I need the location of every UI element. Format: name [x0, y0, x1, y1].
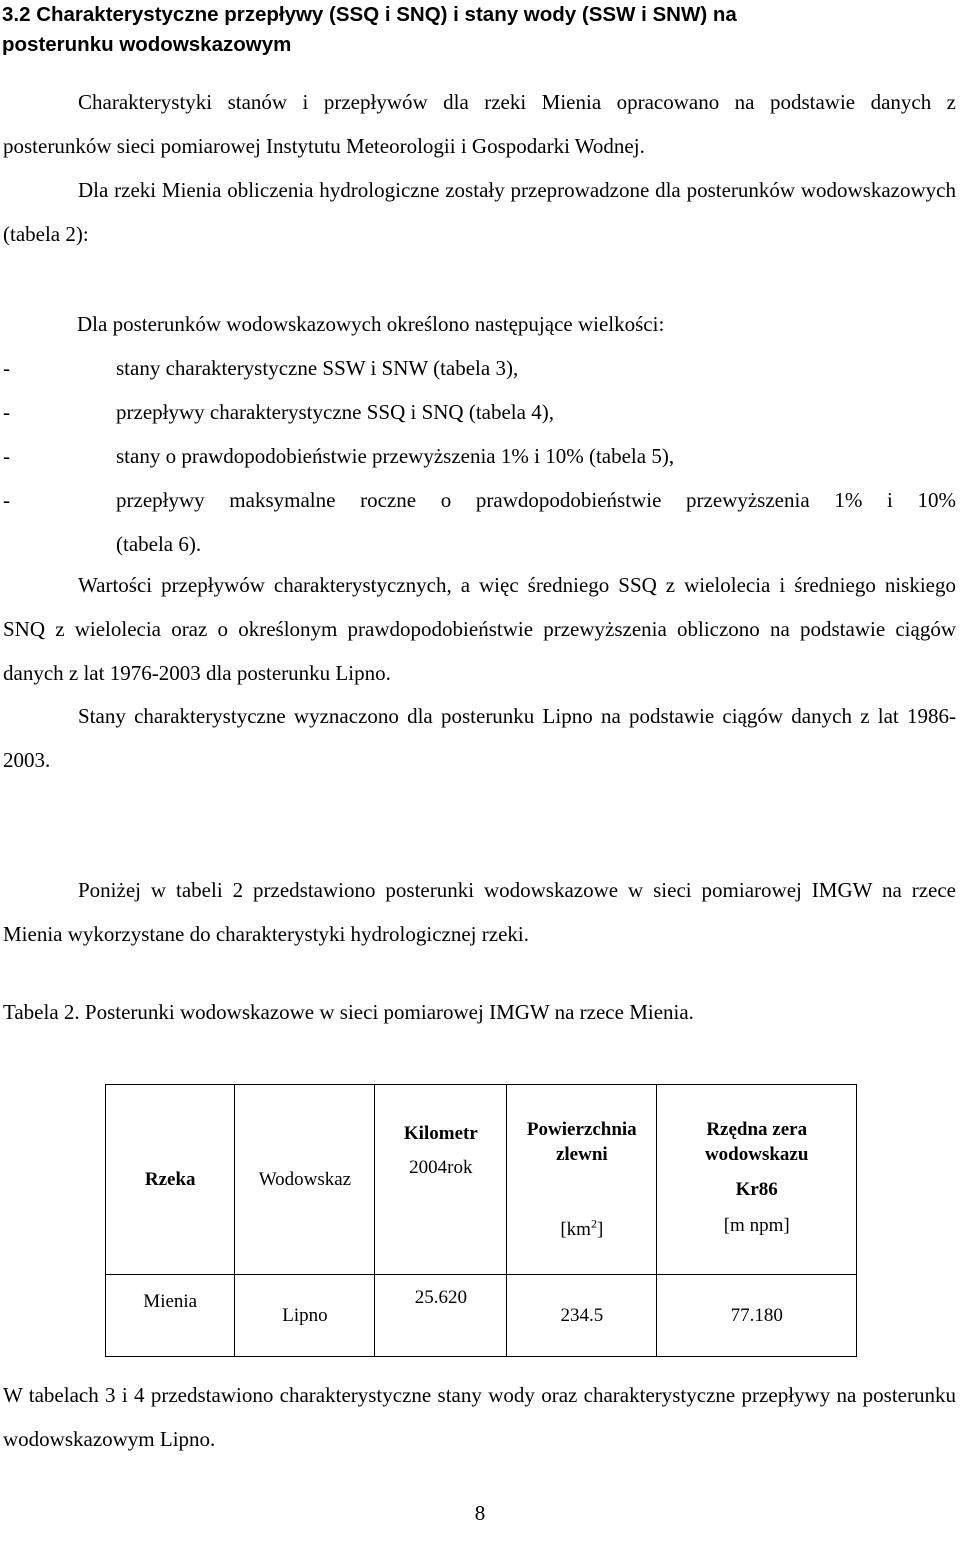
header-kilometr-label: Kilometr: [403, 1123, 478, 1144]
unit-km: [km: [560, 1219, 591, 1240]
section-heading: [2, 0, 952, 60]
table-row: [106, 1275, 857, 1357]
list-item-text: przepływy charakterystyczne SSQ i SNQ (tabela 4),: [116, 400, 554, 424]
quantities-list: [0, 346, 956, 522]
header-rzedna-ref: Kr86: [735, 1179, 778, 1200]
header-rzedna-label: Rzędna zera wodowskazu: [704, 1119, 809, 1165]
list-item-text: stany charakterystyczne SSW i SNW (tabela 3),: [116, 356, 519, 380]
list-item: [0, 390, 956, 434]
section-heading-line1: 3.2 Charakterystyczne przepływy (SSQ i SNQ) i stany wody (SSW i SNW) na: [2, 3, 737, 26]
cell-powierzchnia-value: 234.5: [560, 1305, 604, 1326]
cell-rzeka: [106, 1275, 235, 1357]
cell-rzedna-value: 77.180: [730, 1305, 783, 1326]
unit-km-bracket: ]: [596, 1219, 604, 1240]
cell-rzeka-value: Mienia: [143, 1291, 198, 1312]
page-number: 8: [474, 1501, 486, 1525]
list-intro: Dla posterunków wodowskazowych określono następujące wielkości:: [77, 312, 665, 336]
list-item: [0, 478, 956, 522]
header-rzedna-unit: [m npm]: [723, 1215, 790, 1236]
header-powierzchnia-unit: [507, 1216, 656, 1241]
list-item-text: przepływy maksymalne roczne o prawdopodobieństwie przewyższenia 1% i 10%: [116, 488, 956, 512]
section-heading-line2: posterunku wodowskazowym: [2, 33, 292, 56]
cell-kilometr-value: 25.620: [414, 1287, 467, 1308]
header-rzeka-label: Rzeka: [144, 1168, 196, 1190]
paragraph-closing: W tabelach 3 i 4 przedstawiono charakterystyczne stany wody oraz charakterystyczne przepływy na posterunku wodowskazowym Lipno.: [3, 1383, 956, 1451]
header-powierzchnia: [507, 1085, 657, 1275]
cell-kilometr: [375, 1275, 507, 1357]
cell-powierzchnia: [507, 1275, 657, 1357]
paragraph-intro-1: Charakterystyki stanów i przepływów dla rzeki Mienia opracowano na podstawie danych z posterunków sieci pomiarowej Instytutu Meteorologii i Gospodarki Wodnej.: [3, 90, 956, 158]
list-dash: -: [3, 444, 10, 468]
header-wodowskaz-label: Wodowskaz: [258, 1168, 352, 1190]
table-caption: Tabela 2. Posterunki wodowskazowe w sieci pomiarowej IMGW na rzece Mienia.: [3, 1000, 694, 1024]
paragraph-stages: Stany charakterystyczne wyznaczono dla posterunku Lipno na podstawie ciągów danych z lat 1986-2003.: [3, 704, 956, 772]
cell-wodowskaz-value: Lipno: [282, 1305, 328, 1326]
table-header-row: [106, 1085, 857, 1275]
list-item-continuation: (tabela 6).: [116, 532, 202, 556]
header-powierzchnia-label: Powierzchnia zlewni: [526, 1119, 637, 1165]
list-item: [0, 434, 956, 478]
list-item: [0, 346, 956, 390]
header-rzeka: [106, 1085, 235, 1275]
list-dash: -: [3, 400, 10, 424]
header-wodowskaz: [235, 1085, 375, 1275]
header-kilometr-year: 2004rok: [409, 1157, 473, 1178]
unit-km-exponent: 2: [590, 1216, 597, 1231]
list-dash: -: [3, 488, 10, 512]
list-item-text: stany o prawdopodobieństwie przewyższenia 1% i 10% (tabela 5),: [116, 444, 675, 468]
paragraph-flows: Wartości przepływów charakterystycznych, a więc średniego SSQ z wielolecia i średniego niskiego SNQ z wielolecia oraz o określonym prawdopodobieństwie przewyższenia obliczono na podstawie ciągów danych z lat 1976-2003 dla posterunku Lipno.: [3, 573, 956, 685]
paragraph-table-intro: Poniżej w tabeli 2 przedstawiono posterunki wodowskazowe w sieci pomiarowej IMGW na rzece Mienia wykorzystane do charakterystyki hydrologicznej rzeki.: [3, 878, 956, 946]
header-kilometr: [375, 1085, 507, 1275]
header-rzedna: [657, 1085, 857, 1275]
paragraph-intro-2: Dla rzeki Mienia obliczenia hydrologiczne zostały przeprowadzone dla posterunków wodowskazowych (tabela 2):: [3, 178, 956, 246]
cell-rzedna: [657, 1275, 857, 1357]
gauge-stations-table: [105, 1084, 857, 1357]
cell-wodowskaz: [235, 1275, 375, 1357]
list-dash: -: [3, 356, 10, 380]
